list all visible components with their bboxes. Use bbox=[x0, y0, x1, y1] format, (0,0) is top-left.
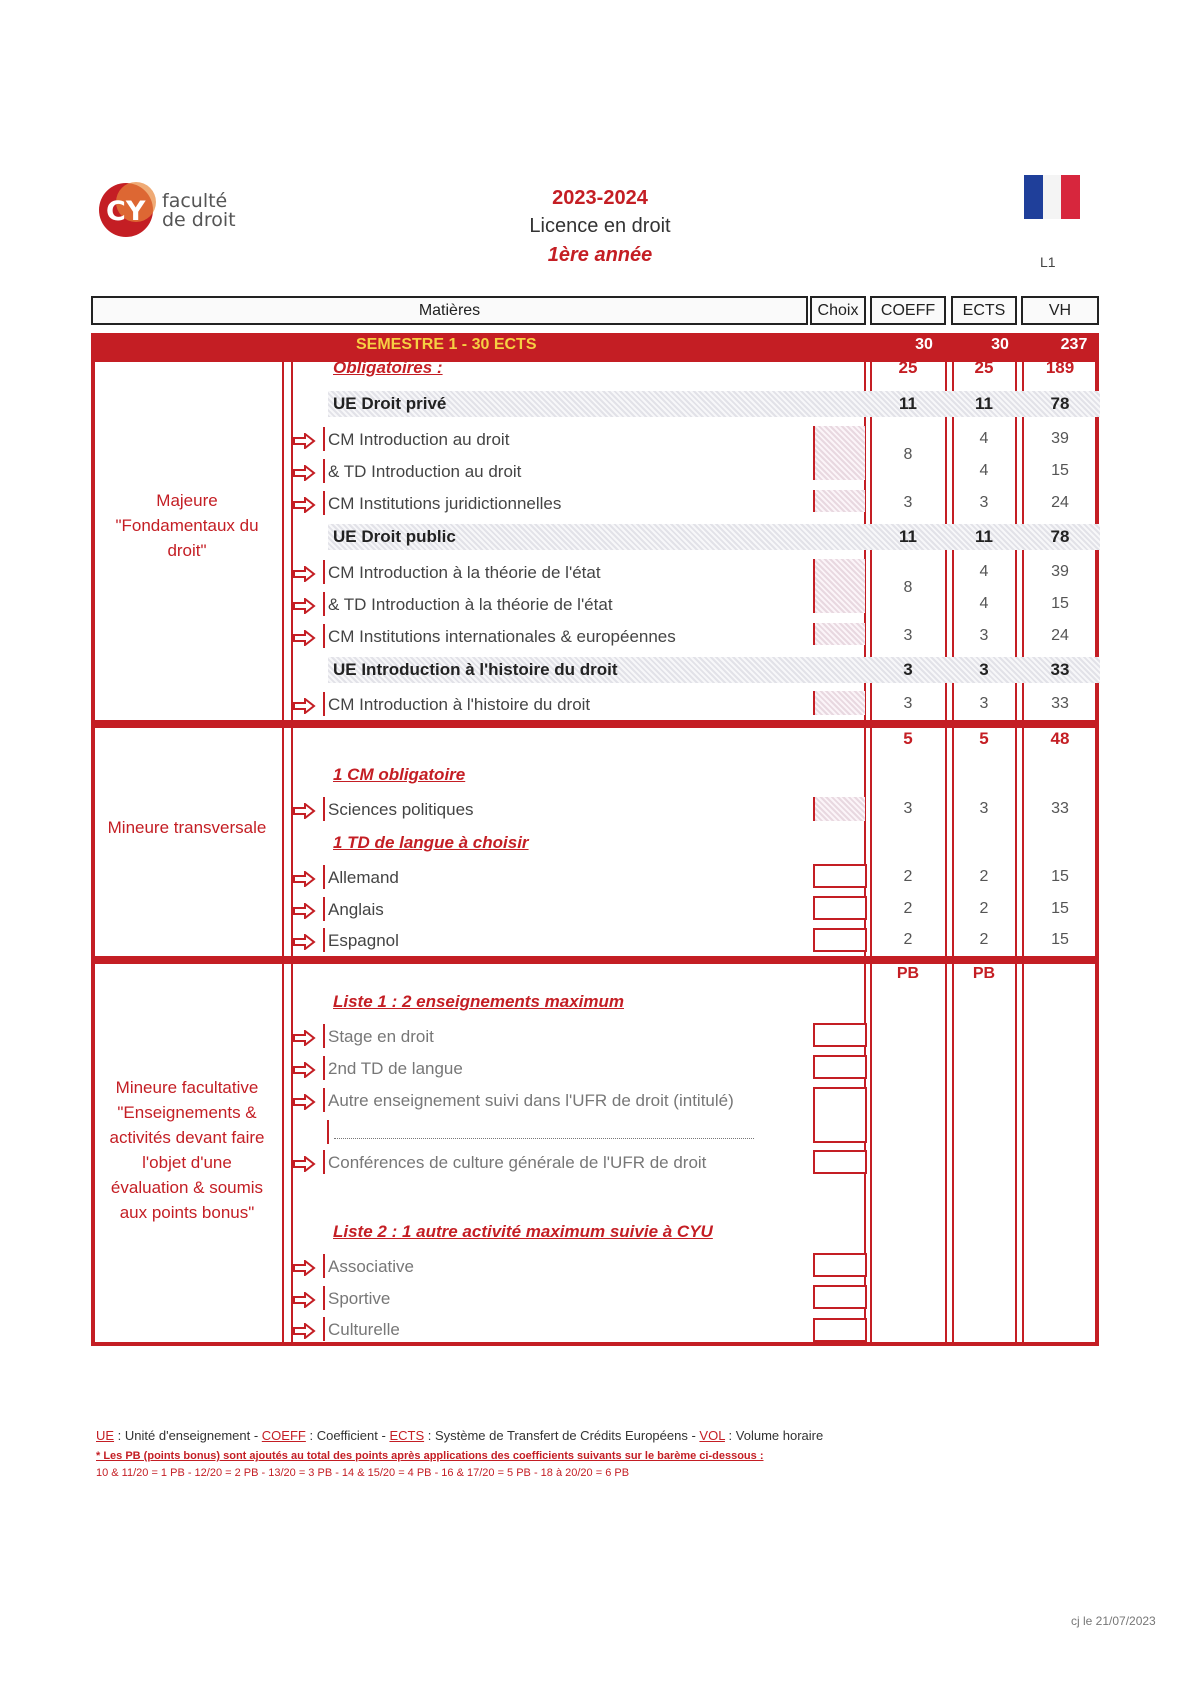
column-divider bbox=[945, 358, 947, 1346]
course-row: CM Introduction au droit bbox=[328, 430, 510, 449]
mineure-transversale-label: Mineure transversale bbox=[107, 818, 267, 837]
td-langue-heading: 1 TD de langue à choisir bbox=[333, 833, 529, 852]
arrow-right-icon bbox=[292, 1260, 316, 1276]
semester-vh: 237 bbox=[1060, 336, 1088, 353]
choice-shade bbox=[813, 623, 865, 645]
choice-checkbox-associative[interactable] bbox=[813, 1253, 867, 1277]
ue-ects: 11 bbox=[975, 394, 993, 413]
course-ects: 4 bbox=[979, 595, 989, 612]
liste-1-heading: Liste 1 : 2 enseignements maximum bbox=[333, 992, 624, 1011]
option-row: Culturelle bbox=[328, 1320, 400, 1339]
arrow-right-icon bbox=[292, 1062, 316, 1078]
majeure-heading: Obligatoires : bbox=[333, 358, 443, 377]
section-mineure-transversale bbox=[91, 724, 1099, 960]
course-vh: 33 bbox=[1051, 800, 1069, 817]
group-coeff: 8 bbox=[903, 446, 913, 463]
column-header-matieres: Matières bbox=[91, 296, 808, 325]
semester-coeff: 30 bbox=[915, 336, 933, 353]
choice-checkbox-anglais[interactable] bbox=[813, 896, 867, 920]
course-ects: 4 bbox=[979, 462, 989, 479]
arrow-right-icon bbox=[292, 1030, 316, 1046]
row-bar bbox=[327, 1120, 329, 1144]
svg-text:CY: CY bbox=[106, 196, 146, 227]
faculty-logo bbox=[96, 176, 276, 248]
course-row: CM Institutions internationales & européennes bbox=[328, 627, 676, 646]
arrow-right-icon bbox=[292, 1323, 316, 1339]
language-option: Allemand bbox=[328, 868, 399, 887]
arrow-right-icon bbox=[292, 1292, 316, 1308]
semester-bar bbox=[91, 333, 1099, 359]
liste-2-heading: Liste 2 : 1 autre activité maximum suivie à CYU bbox=[333, 1222, 713, 1241]
ue-droit-prive: UE Droit privé bbox=[328, 391, 1100, 417]
bonus-points-scale: 10 & 11/20 = 1 PB - 12/20 = 2 PB - 13/20 = 3 PB - 14 & 15/20 = 4 PB - 16 & 17/20 = 5 PB - 18 à 20/20 = 6 PB bbox=[96, 1467, 630, 1479]
semester-label: SEMESTRE 1 - 30 ECTS bbox=[356, 336, 537, 353]
option-row: Stage en droit bbox=[328, 1027, 434, 1046]
course-row: & TD Introduction au droit bbox=[328, 462, 522, 481]
ue-droit-public: UE Droit public bbox=[328, 524, 1100, 550]
course-coeff: 2 bbox=[903, 900, 913, 917]
course-coeff: 2 bbox=[903, 931, 913, 948]
course-coeff: 3 bbox=[903, 494, 913, 511]
academic-year: 2023-2024 bbox=[552, 187, 648, 209]
cm-obligatoire-heading: 1 CM obligatoire bbox=[333, 765, 466, 784]
course-row: CM Institutions juridictionnelles bbox=[328, 494, 562, 513]
page-title: Licence en droit bbox=[529, 215, 671, 237]
course-row: CM Introduction à l'histoire du droit bbox=[328, 695, 591, 714]
arrow-right-icon bbox=[292, 465, 316, 481]
arrow-right-icon bbox=[292, 1094, 316, 1110]
course-coeff: 3 bbox=[903, 627, 913, 644]
option-row: Associative bbox=[328, 1257, 414, 1276]
mineure-transversale-ects: 5 bbox=[979, 729, 989, 748]
signature: cj le 21/07/2023 bbox=[1071, 1614, 1156, 1628]
arrow-right-icon bbox=[292, 598, 316, 614]
choice-checkbox-allemand[interactable] bbox=[813, 864, 867, 888]
course-row: & TD Introduction à la théorie de l'état bbox=[328, 595, 613, 614]
option-row: Conférences de culture générale de l'UFR de droit bbox=[328, 1153, 707, 1172]
course-row: Sciences politiques bbox=[328, 800, 474, 819]
column-header-choix: Choix bbox=[810, 296, 866, 325]
ue-coeff: 11 bbox=[899, 394, 917, 413]
majeure-ects: 25 bbox=[974, 358, 994, 377]
choice-checkbox-stage[interactable] bbox=[813, 1023, 867, 1047]
abbreviations-legend: UE : Unité d'enseignement - COEFF : Coefficient - ECTS : Système de Transfert de Crédits Européens - VOL : Volume horaire bbox=[96, 1428, 824, 1443]
choice-checkbox-autre[interactable] bbox=[813, 1087, 867, 1143]
choice-shade bbox=[813, 691, 865, 715]
arrow-right-icon bbox=[292, 903, 316, 919]
mineure-transversale-vh: 48 bbox=[1050, 729, 1070, 748]
choice-shade bbox=[813, 559, 865, 613]
course-coeff: 3 bbox=[903, 695, 913, 712]
majeure-vh: 189 bbox=[1045, 358, 1075, 377]
arrow-right-icon bbox=[292, 566, 316, 582]
arrow-right-icon bbox=[292, 497, 316, 513]
ue-coeff: 3 bbox=[903, 660, 913, 679]
course-ects: 4 bbox=[979, 430, 989, 447]
language-option: Espagnol bbox=[328, 931, 399, 950]
arrow-right-icon bbox=[292, 1156, 316, 1172]
course-vh: 15 bbox=[1051, 868, 1069, 885]
group-coeff: 8 bbox=[903, 579, 913, 596]
mineure-transversale-coeff: 5 bbox=[903, 729, 913, 748]
course-coeff: 3 bbox=[903, 800, 913, 817]
column-header-ects: ECTS bbox=[951, 296, 1017, 325]
option-row: Sportive bbox=[328, 1289, 391, 1308]
course-vh: 33 bbox=[1051, 695, 1069, 712]
arrow-right-icon bbox=[292, 934, 316, 950]
ue-vh: 78 bbox=[1050, 394, 1070, 413]
course-vh: 24 bbox=[1051, 494, 1069, 511]
ue-ects: 11 bbox=[975, 527, 993, 546]
choice-shade bbox=[813, 490, 865, 512]
logo-text: faculté de droit bbox=[162, 190, 236, 231]
majeure-coeff: 25 bbox=[898, 358, 918, 377]
majeure-label: Majeure "Fondamentaux du droit" bbox=[115, 491, 259, 560]
course-ects: 2 bbox=[979, 868, 989, 885]
choice-checkbox-espagnol[interactable] bbox=[813, 928, 867, 952]
column-divider bbox=[282, 358, 284, 1346]
option-row: 2nd TD de langue bbox=[328, 1059, 463, 1078]
course-ects: 3 bbox=[979, 695, 989, 712]
level-label: L1 bbox=[1040, 254, 1056, 270]
arrow-right-icon bbox=[292, 433, 316, 449]
intitule-fill-line[interactable] bbox=[334, 1138, 754, 1139]
language-option: Anglais bbox=[328, 900, 384, 919]
arrow-right-icon bbox=[292, 698, 316, 714]
course-row: CM Introduction à la théorie de l'état bbox=[328, 563, 601, 582]
page-subtitle: 1ère année bbox=[547, 244, 653, 266]
arrow-right-icon bbox=[292, 871, 316, 887]
course-coeff: 2 bbox=[903, 868, 913, 885]
course-vh: 15 bbox=[1051, 595, 1069, 612]
ue-coeff: 11 bbox=[899, 527, 917, 546]
course-vh: 39 bbox=[1051, 563, 1069, 580]
course-vh: 39 bbox=[1051, 430, 1069, 447]
course-ects: 4 bbox=[979, 563, 989, 580]
choice-shade bbox=[813, 426, 865, 480]
ue-vh: 78 bbox=[1050, 527, 1070, 546]
course-vh: 15 bbox=[1051, 931, 1069, 948]
column-divider bbox=[952, 358, 954, 1346]
course-ects: 3 bbox=[979, 627, 989, 644]
course-vh: 15 bbox=[1051, 900, 1069, 917]
semester-ects: 30 bbox=[991, 336, 1009, 353]
choice-checkbox-culturelle[interactable] bbox=[813, 1318, 867, 1342]
column-header-vh: VH bbox=[1021, 296, 1099, 325]
ue-vh: 33 bbox=[1050, 660, 1070, 679]
course-ects: 3 bbox=[979, 494, 989, 511]
cy-logo-icon bbox=[96, 176, 160, 240]
course-vh: 24 bbox=[1051, 627, 1069, 644]
arrow-right-icon bbox=[292, 803, 316, 819]
course-ects: 2 bbox=[979, 900, 989, 917]
ue-ects: 3 bbox=[979, 660, 989, 679]
bonus-points-note: * Les PB (points bonus) sont ajoutés au total des points après applications des coefficients suivants sur le barème ci-dessous : bbox=[96, 1450, 764, 1462]
column-header-coeff: COEFF bbox=[870, 296, 946, 325]
choice-checkbox-conferences[interactable] bbox=[813, 1150, 867, 1174]
arrow-right-icon bbox=[292, 630, 316, 646]
course-vh: 15 bbox=[1051, 462, 1069, 479]
course-ects: 3 bbox=[979, 800, 989, 817]
choice-checkbox-2nd-td[interactable] bbox=[813, 1055, 867, 1079]
choice-checkbox-sportive[interactable] bbox=[813, 1285, 867, 1309]
course-ects: 2 bbox=[979, 931, 989, 948]
column-divider bbox=[870, 358, 872, 1346]
french-flag-icon bbox=[1024, 175, 1080, 219]
pb-ects: PB bbox=[972, 965, 996, 982]
choice-shade bbox=[813, 797, 865, 821]
mineure-facultative-label: Mineure facultative "Enseignements & activités devant faire l'objet d'une évaluation & soumis aux points bonus" bbox=[109, 1078, 265, 1222]
column-divider bbox=[1015, 358, 1017, 1346]
pb-coeff: PB bbox=[896, 965, 920, 982]
ue-histoire-du-droit: UE Introduction à l'histoire du droit bbox=[328, 657, 1100, 683]
column-divider bbox=[1022, 358, 1024, 1346]
option-row: Autre enseignement suivi dans l'UFR de droit (intitulé) bbox=[328, 1091, 734, 1110]
